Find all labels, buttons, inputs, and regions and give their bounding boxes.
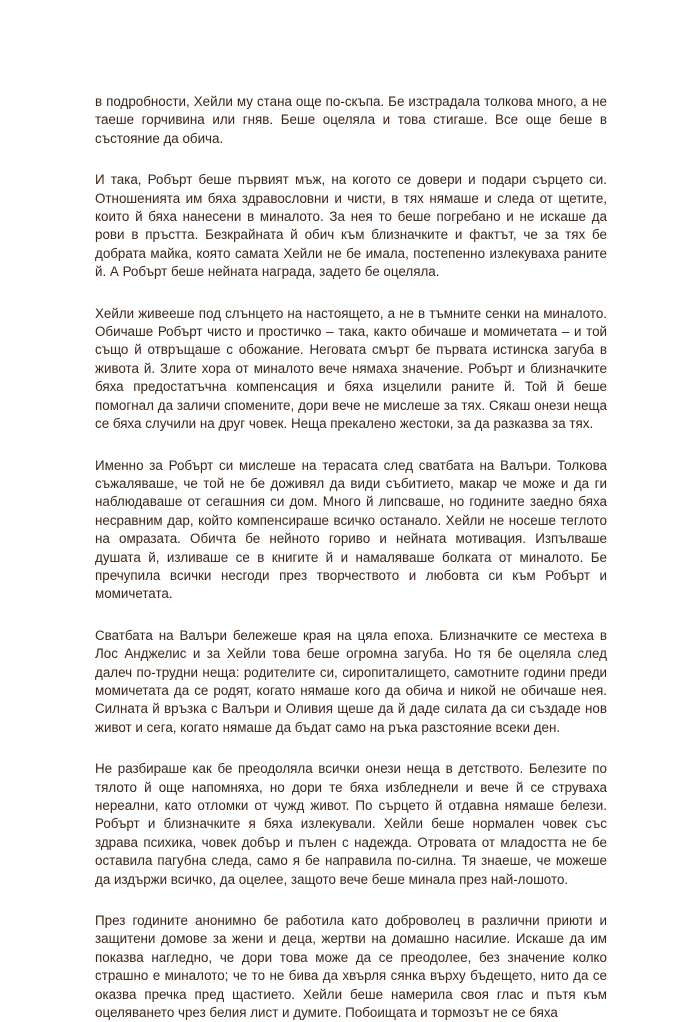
paragraph-5: Сватбата на Валъри бележеше края на цяла епоха. Близначките се местеха в Лос Анджелис и за Хейли това беше огромна загуба. Но тя бе оцеляла след далеч по-трудни неща: родителите си, сиропиталището, самотните години преди момичетата да се родят, когато нямаше кого да обича и никой не обичаше нея. Силната й връзка с Валъри и Оливия щеше да й даде силата да си създаде нов живот и сега, когато нямаше да бъдат само на ръка разстояние всеки ден. <box>95 627 607 735</box>
paragraph-6: Не разбираше как бе преодоляла всички онези неща в детството. Белезите по тялото й още напомняха, но дори те бяха избледнели и вече й се струваха нереални, като отломки от чужд живот. По сърцето й отдавна нямаше белези. Робърт и близначките я бяха излекували. Хейли беше нормален човек със здрава психика, човек добър и пълен с надежда. Отровата от младостта не бе оставила пагубна следа, само я бе направила по-силна. Тя знаеше, че можеше да издържи всичко, да оцелее, защото вече беше минала през най-лошото. <box>95 761 607 887</box>
paragraph-4: Именно за Робърт си мислеше на терасата след сватбата на Валъри. Толкова съжаляваше, че той не бе доживял да види събитието, макар че може и да ги наблюдаваше от сегашния си дом. Много й липсваше, но годините заедно бяха несравним дар, който компенсираше всичко останало. Хейли не носеше теглото на омразата. Обичта бе нейното гориво и нейната мотивация. Изпълваше душата й, изливаше се в книгите й и намаляваше болката от миналото. Бе пречупила всички несгоди през творчеството и любовта си към Робърт и момичетата. <box>95 457 607 602</box>
paragraph-7: През годините анонимно бе работила като доброволец в различни приюти и защитени домове за жени и деца, жертви на домашно насилие. Искаше да им показва нагледно, че дори това може да се преодолее, без значение колко страшно е миналото; че то не бива да хвърля сянка върху бъдещето, нито да се оказва пречка пред щастието. Хейли беше намерила своя глас и пътя към оцеляването чрез белия лист и думите. Побоищата и тормозът не се бяха <box>95 913 607 1021</box>
body-text <box>95 93 607 1022</box>
paragraph-3: Хейли живееше под слънцето на настоящето, а не в тъмните сенки на миналото. Обичаше Робърт чисто и простичко – така, както обичаше и момичетата – и той също й отвръщаше с обожание. Неговата смърт бе първата истинска загуба в живота й. Злите хора от миналото вече нямаха значение. Робърт и близначките бяха предостатъчна компенсация и бяха изцелили раните й. Той й беше помогнал да заличи спомените, дори вече не мислеше за тях. Сякаш онези неща се бяха случили на друг човек. Неща прекалено жестоки, за да разказва за тях. <box>95 305 607 432</box>
paragraph-1: в подробности, Хейли му стана още по-скъпа. Бе изстрадала толкова много, а не таеше горчивина или гняв. Беше оцеляла и това стигаше. Все още беше в състояние да обича. <box>95 94 607 146</box>
paragraph-2: И така, Робърт беше първият мъж, на когото се довери и подари сърцето си. Отношенията им бяха здравословни и чисти, в тях нямаше и следа от щетите, които й бяха нанесени в миналото. За нея то беше погребано и не искаше да рови в пръстта. Безкрайната й обич към близначките и фактът, че за тях бе добрата майка, която самата Хейли не бе имала, постепенно излекуваха раните й. А Робърт беше нейната награда, задето бе оцеляла. <box>95 172 607 280</box>
